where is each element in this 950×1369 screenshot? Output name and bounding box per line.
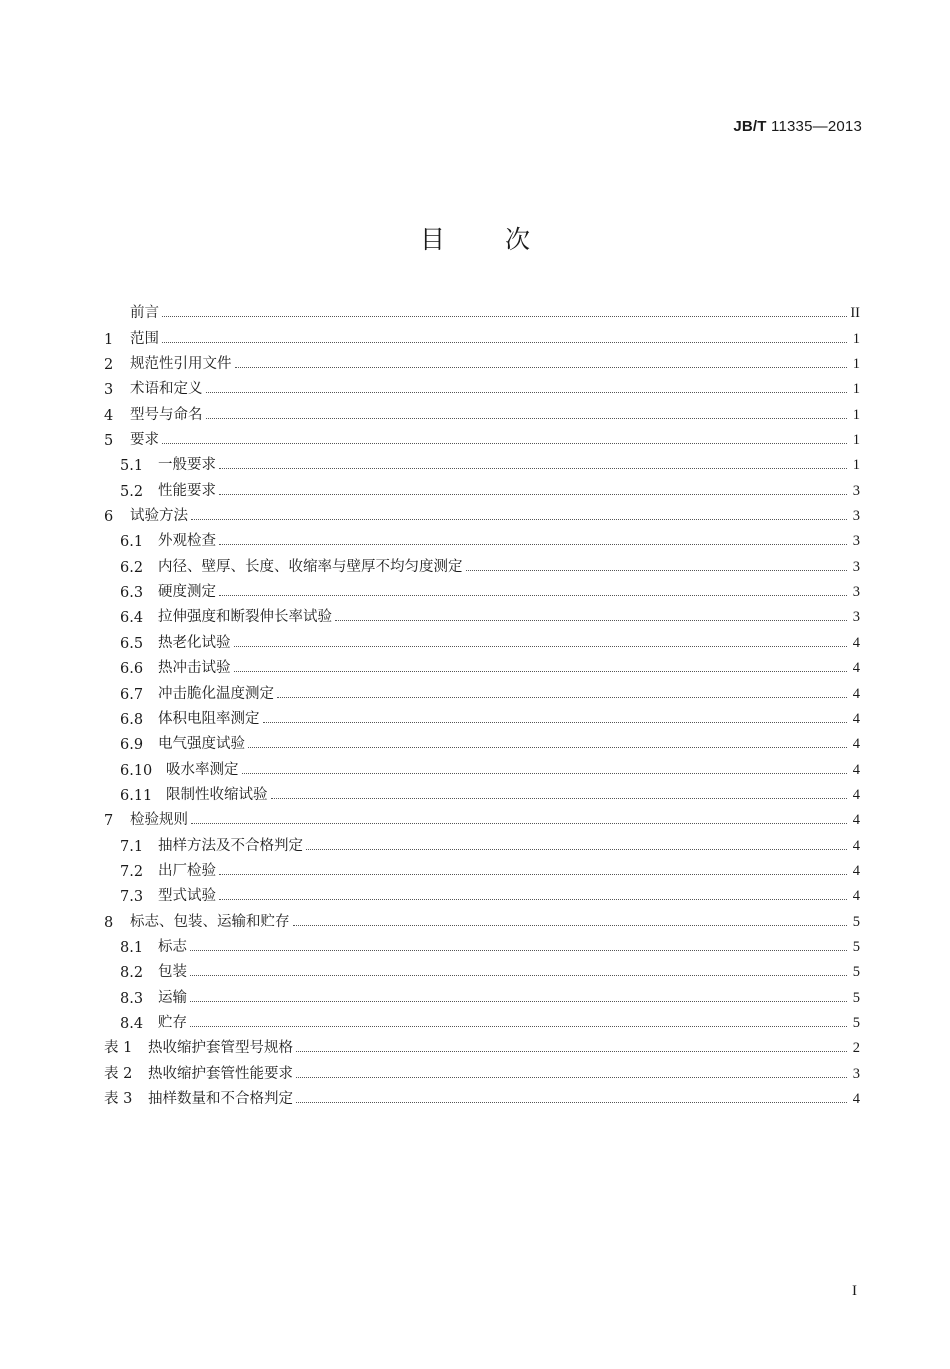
- toc-entry-page: 5: [852, 938, 860, 955]
- toc-entry-number: 8.2: [120, 965, 144, 982]
- toc-leader-dots: [219, 468, 847, 469]
- toc-entry-page: 4: [852, 685, 860, 702]
- toc-entry-label: 包装: [158, 964, 187, 981]
- toc-entry[interactable]: [104, 728, 860, 753]
- toc-entry[interactable]: [104, 601, 860, 626]
- toc-entry-number: 7.3: [120, 889, 144, 906]
- toc-leader-dots: [190, 1001, 847, 1002]
- toc-entry-page: 4: [852, 888, 860, 905]
- toc-leader-dots: [219, 595, 847, 596]
- toc-leader-dots: [190, 975, 847, 976]
- toc-entry[interactable]: [104, 424, 860, 449]
- toc-entry-number: 7.2: [120, 863, 144, 880]
- toc-entry-page: 3: [852, 508, 860, 525]
- toc-entry-page: 1: [852, 432, 860, 449]
- toc-entry-page: 3: [852, 558, 860, 575]
- toc-entry-label: 硬度测定: [158, 584, 216, 601]
- toc-entry-label: 标志: [158, 938, 187, 955]
- toc-entry[interactable]: [104, 931, 860, 956]
- toc-entry-label: 术语和定义: [130, 381, 203, 398]
- toc-entry-label: 热老化试验: [158, 634, 231, 651]
- toc-entry-number: 6.4: [120, 610, 144, 627]
- toc-entry-number: 表 2: [104, 1065, 133, 1082]
- toc-leader-dots: [263, 722, 848, 723]
- toc-entry[interactable]: [104, 297, 860, 322]
- toc-entry-page: 4: [852, 786, 860, 803]
- toc-entry[interactable]: [104, 981, 860, 1006]
- toc-leader-dots: [190, 950, 847, 951]
- toc-entry[interactable]: [104, 753, 860, 778]
- toc-entry[interactable]: [104, 1032, 860, 1057]
- toc-entry-label: 型式试验: [158, 888, 216, 905]
- toc-entry-number: 表 1: [104, 1040, 133, 1057]
- toc-entry-label: 运输: [158, 989, 187, 1006]
- toc-entry-number: 5.1: [120, 458, 144, 475]
- toc-entry[interactable]: [104, 956, 860, 981]
- toc-entry-page: 1: [852, 457, 860, 474]
- toc-entry-label: 吸水率测定: [166, 761, 239, 778]
- toc-entry[interactable]: [104, 525, 860, 550]
- toc-leader-dots: [235, 367, 848, 368]
- toc-entry-page: 5: [852, 1014, 860, 1031]
- toc-entry[interactable]: [104, 576, 860, 601]
- toc-leader-dots: [271, 798, 848, 799]
- toc-entry-number: 8: [104, 914, 114, 931]
- toc-leader-dots: [242, 773, 848, 774]
- toc-leader-dots: [219, 874, 847, 875]
- toc-entry-page: 3: [852, 1065, 860, 1082]
- toc-entry-label: 前言: [130, 305, 159, 322]
- toc-leader-dots: [296, 1077, 847, 1078]
- toc-entry[interactable]: [104, 474, 860, 499]
- toc-entry-page: 4: [852, 812, 860, 829]
- toc-entry-number: 8.3: [120, 990, 144, 1007]
- toc-entry-number: 6: [104, 509, 114, 526]
- toc-entry-page: 2: [852, 1040, 860, 1057]
- page-number: I: [852, 1283, 857, 1299]
- toc-entry[interactable]: [104, 1007, 860, 1032]
- toc-entry-number: 6.7: [120, 686, 144, 703]
- toc-entry[interactable]: [104, 905, 860, 930]
- toc-leader-dots: [335, 620, 847, 621]
- toc-leader-dots: [191, 519, 847, 520]
- toc-entry[interactable]: [104, 550, 860, 575]
- toc-leader-dots: [277, 697, 847, 698]
- toc-entry-page: 3: [852, 482, 860, 499]
- toc-entry-label: 抽样方法及不合格判定: [158, 837, 303, 854]
- toc-entry-label: 冲击脆化温度测定: [158, 685, 274, 702]
- toc-entry[interactable]: [104, 1057, 860, 1082]
- toc-entry-page: 4: [852, 1091, 860, 1107]
- toc-leader-dots: [296, 1051, 847, 1052]
- toc-entry-page: 4: [852, 761, 860, 778]
- toc-entry-label: 外观检查: [158, 533, 216, 550]
- toc-entry-page: 4: [852, 634, 860, 651]
- toc-entry[interactable]: [104, 626, 860, 651]
- toc-entry-page: 5: [852, 989, 860, 1006]
- toc-entry-page: 1: [852, 356, 860, 373]
- toc-entry-number: 6.11: [120, 787, 153, 804]
- toc-leader-dots: [191, 823, 847, 824]
- toc-entry-label: 热收缩护套管性能要求: [148, 1065, 293, 1082]
- toc-entry-page: 1: [852, 330, 860, 347]
- toc-entry-page: 4: [852, 736, 860, 753]
- toc-entry-number: 6.2: [120, 559, 144, 576]
- toc-entry-label: 规范性引用文件: [130, 356, 232, 373]
- toc-entry[interactable]: [104, 829, 860, 854]
- toc-entry-label: 内径、壁厚、长度、收缩率与壁厚不均匀度测定: [158, 558, 463, 575]
- toc-entry-page: II: [850, 305, 860, 322]
- toc-leader-dots: [206, 418, 848, 419]
- toc-entry-page: 5: [852, 964, 860, 981]
- toc-entry-label: 试验方法: [130, 508, 188, 525]
- toc-entry-number: 6.9: [120, 737, 144, 754]
- toc-entry[interactable]: [104, 398, 860, 423]
- toc-entry-label: 电气强度试验: [158, 736, 245, 753]
- toc-entry-label: 限制性收缩试验: [166, 786, 268, 803]
- toc-leader-dots: [293, 925, 848, 926]
- toc-entry-label: 标志、包装、运输和贮存: [130, 913, 290, 930]
- toc-entry-number: 3: [104, 382, 114, 399]
- toc-entry-number: 表 3: [104, 1091, 133, 1107]
- table-of-contents: [104, 297, 860, 1108]
- toc-entry[interactable]: [104, 500, 860, 525]
- toc-entry-label: 要求: [130, 432, 159, 449]
- toc-entry-label: 抽样数量和不合格判定: [148, 1091, 293, 1107]
- toc-leader-dots: [219, 544, 847, 545]
- toc-entry-number: 2: [104, 357, 114, 374]
- toc-entry-label: 热收缩护套管型号规格: [148, 1040, 293, 1057]
- toc-entry[interactable]: [104, 804, 860, 829]
- toc-entry-label: 检验规则: [130, 812, 188, 829]
- toc-entry-number: 4: [104, 407, 114, 424]
- toc-entry-number: 8.1: [120, 939, 144, 956]
- standard-code: [733, 118, 862, 135]
- toc-entry-page: 4: [852, 660, 860, 677]
- toc-entry[interactable]: [104, 652, 860, 677]
- toc-entry-label: 出厂检验: [158, 862, 216, 879]
- toc-leader-dots: [296, 1102, 847, 1103]
- toc-leader-dots: [162, 316, 847, 317]
- toc-entry-page: 3: [852, 609, 860, 626]
- toc-entry-number: 7: [104, 813, 114, 830]
- toc-entry[interactable]: [104, 855, 860, 880]
- toc-entry-number: 6.1: [120, 534, 144, 551]
- toc-leader-dots: [306, 849, 847, 850]
- toc-entry-label: 热冲击试验: [158, 660, 231, 677]
- toc-leader-dots: [162, 443, 847, 444]
- standard-prefix: JB/T: [733, 118, 767, 135]
- toc-leader-dots: [248, 747, 847, 748]
- toc-leader-dots: [219, 494, 847, 495]
- toc-entry-number: 8.4: [120, 1015, 144, 1032]
- toc-entry-number: 6.5: [120, 635, 144, 652]
- toc-leader-dots: [162, 342, 847, 343]
- toc-entry[interactable]: [104, 677, 860, 702]
- toc-entry-page: 3: [852, 533, 860, 550]
- toc-leader-dots: [466, 570, 848, 571]
- toc-entry-page: 4: [852, 862, 860, 879]
- toc-entry[interactable]: [104, 880, 860, 905]
- toc-entry-label: 体积电阻率测定: [158, 710, 260, 727]
- toc-entry-page: 4: [852, 837, 860, 854]
- toc-entry-number: 5.2: [120, 483, 144, 500]
- toc-entry[interactable]: [104, 348, 860, 373]
- toc-entry-label: 范围: [130, 330, 159, 347]
- toc-leader-dots: [206, 392, 848, 393]
- toc-leader-dots: [219, 899, 847, 900]
- toc-entry-number: 7.1: [120, 838, 144, 855]
- toc-entry-number: 1: [104, 331, 114, 348]
- toc-entry-label: 贮存: [158, 1014, 187, 1031]
- toc-entry[interactable]: [104, 373, 860, 398]
- toc-leader-dots: [190, 1026, 847, 1027]
- toc-entry[interactable]: [104, 449, 860, 474]
- page-title: 目次: [419, 225, 590, 254]
- toc-leader-dots: [234, 671, 848, 672]
- toc-entry-number: 5: [104, 433, 114, 450]
- toc-entry[interactable]: [104, 322, 860, 347]
- toc-entry[interactable]: [104, 779, 860, 804]
- toc-entry-page: 1: [852, 406, 860, 423]
- toc-entry-number: 6.6: [120, 661, 144, 678]
- toc-leader-dots: [234, 646, 848, 647]
- toc-entry[interactable]: [104, 1083, 860, 1108]
- toc-entry-number: 6.3: [120, 585, 144, 602]
- toc-entry-page: 4: [852, 710, 860, 727]
- toc-entry-page: 5: [852, 913, 860, 930]
- toc-entry[interactable]: [104, 703, 860, 728]
- toc-entry-number: 6.8: [120, 711, 144, 728]
- standard-number: 11335—2013: [771, 118, 862, 135]
- toc-entry-label: 性能要求: [158, 482, 216, 499]
- toc-entry-page: 3: [852, 584, 860, 601]
- toc-entry-page: 1: [852, 381, 860, 398]
- toc-entry-label: 一般要求: [158, 457, 216, 474]
- toc-entry-label: 型号与命名: [130, 406, 203, 423]
- toc-entry-number: 6.10: [120, 762, 153, 779]
- toc-entry-label: 拉伸强度和断裂伸长率试验: [158, 609, 332, 626]
